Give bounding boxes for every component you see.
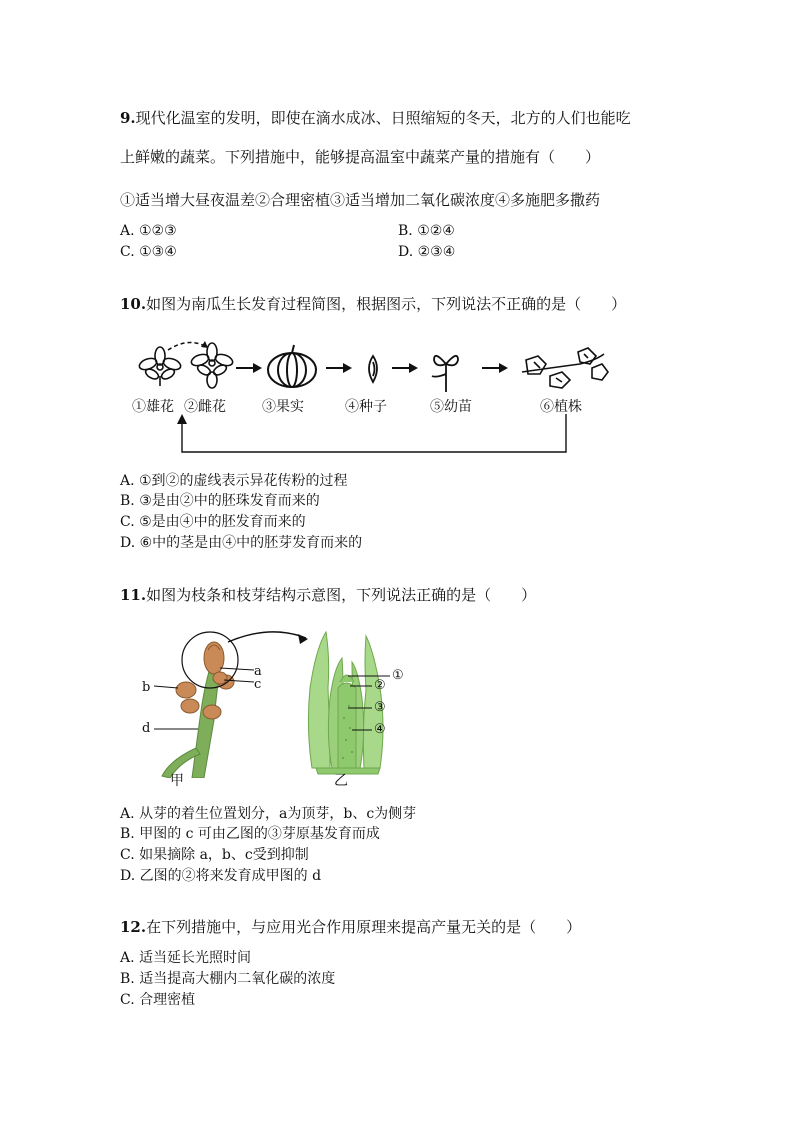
q10-text: 如图为南瓜生长发育过程简图，根据图示，下列说法不正确的是（ ） [146,295,627,313]
label-circle-4: ④ [374,722,386,737]
branch-figure-jia [140,628,440,778]
label-a: a [254,664,262,679]
q10-stem [120,294,626,314]
q12-option-b[interactable]: B. 适当提高大棚内二氧化碳的浓度 [120,971,336,987]
q10-option-a[interactable]: A. ①到②的虚线表示异花传粉的过程 [120,473,348,489]
caption-jia: 甲 [170,773,184,789]
label-circle-1: ① [392,668,404,683]
label-circle-3: ③ [374,700,386,715]
q11-stem [120,585,536,605]
arrow-icon [236,363,262,373]
q10-option-c[interactable]: C. ⑤是由④中的胚发育而来的 [120,514,306,530]
lateral-bud-c [213,672,227,684]
q10-option-d[interactable]: D. ⑥中的茎是由④中的胚芽发育而来的 [120,535,363,551]
diagram-label-seedling: ⑤幼苗 [430,399,472,415]
q9-measures: ①适当增大昼夜温差②合理密植③适当增加二氧化碳浓度④多施肥多撒药 [120,191,601,209]
seedling-icon [432,356,458,392]
label-b: b [142,680,151,695]
seed-icon [369,356,377,382]
arrow-icon [482,363,508,373]
lateral-bud-b [176,682,196,698]
q11-option-b[interactable]: B. 甲图的 c 可由乙图的③芽原基发育而成 [120,826,380,842]
q9-number: 9. [120,109,136,127]
q9-option-a[interactable]: A. ①②③ [120,223,177,239]
q12-option-c[interactable]: C. 合理密植 [120,992,196,1008]
q12-number: 12. [120,918,147,936]
q10-number: 10. [120,295,147,313]
q9-text-line1: 现代化温室的发明，即使在滴水成冰、日照缩短的冬天，北方的人们也能吃 [135,109,631,127]
q11-option-c[interactable]: C. 如果摘除 a，b、c受到抑制 [120,847,309,863]
q9-option-c[interactable]: C. ①③④ [120,244,177,260]
q11-number: 11. [120,586,147,604]
diagram-label-fruit: ③果实 [262,399,304,415]
diagram-label-seed: ④种子 [345,399,387,415]
q12-stem [120,917,581,937]
bud-section-yi [308,632,383,774]
cycle-return-arrow [182,414,566,452]
label-circle-2: ② [374,678,386,693]
pumpkin-fruit-icon [268,345,316,387]
label-d: d [142,721,151,736]
q12-text: 在下列措施中，与应用光合作用原理来提高产量无关的是（ ） [146,918,582,936]
arrow-icon [392,363,418,373]
q9-option-d[interactable]: D. ②③④ [398,244,456,260]
female-flower-icon [190,343,234,388]
male-flower-icon [138,347,182,386]
q9-line1 [120,108,631,128]
q12-option-a[interactable]: A. 适当延长光照时间 [120,950,252,966]
label-c: c [254,677,262,692]
q11-text: 如图为枝条和枝芽结构示意图，下列说法正确的是（ ） [146,586,537,604]
arrow-icon [326,363,352,373]
diagram-label-plant: ⑥植株 [540,399,582,415]
caption-yi: 乙 [334,773,348,789]
q9-text-line2: 上鲜嫩的蔬菜。下列措施中，能够提高温室中蔬菜产量的措施有（ ） [120,148,601,166]
q11-option-a[interactable]: A. 从芽的着生位置划分，a为顶芽，b、c为侧芽 [120,806,417,822]
q10-option-b[interactable]: B. ③是由②中的胚珠发育而来的 [120,493,320,509]
diagram-label-female-flower: ②雌花 [184,399,226,415]
terminal-bud-a [204,642,224,674]
q9-option-b[interactable]: B. ①②④ [398,223,455,239]
diagram-label-male-flower: ①雄花 [132,399,174,415]
pumpkin-plant-icon [522,348,608,388]
q11-option-d[interactable]: D. 乙图的②将来发育成甲图的 d [120,868,322,884]
